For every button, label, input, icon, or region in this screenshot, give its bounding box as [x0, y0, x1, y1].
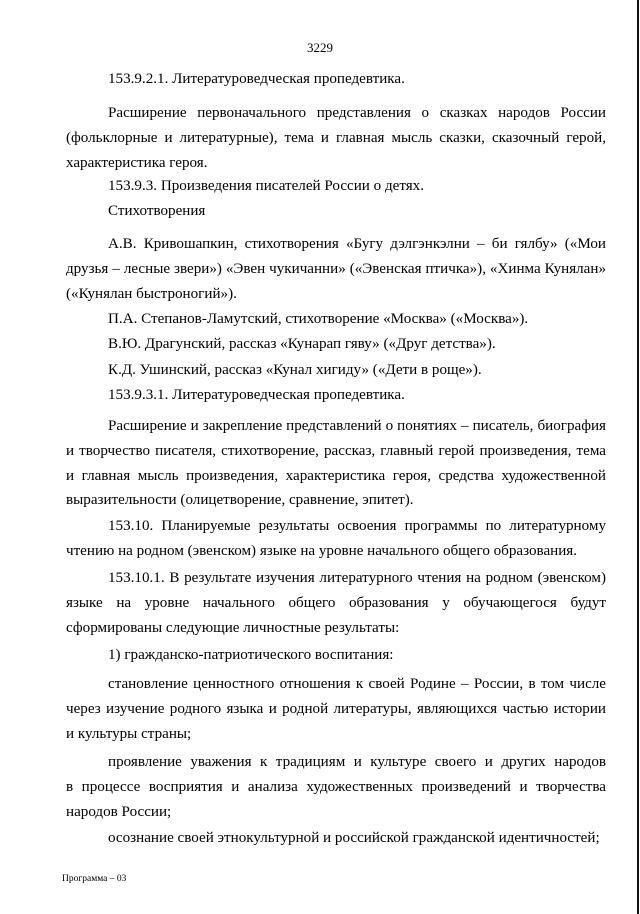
text-line: 153.10. Планируемые результаты освоения программы по литературному	[108, 518, 606, 534]
paragraph-identity	[66, 826, 606, 851]
paragraph-heading-9-3-1	[66, 383, 606, 408]
paragraph-heading-9-3	[66, 174, 606, 199]
text-line: А.В. Кривошапкин, стихотворения «Бугу дэлгэнкэлни – би гялбу» («Мои	[108, 236, 606, 252]
text-line: и главная мысль произведения, характеристика героя, средства художественной	[66, 467, 606, 484]
text-line: характеристика героя.	[66, 154, 208, 171]
text-line: 1) гражданско-патриотического воспитания:	[108, 647, 394, 663]
text-line: через изучение родного языка и родной литературы, являющихся частью истории	[66, 700, 606, 717]
paragraph-ushinsky	[66, 358, 606, 383]
paragraph-heading-10-1	[66, 566, 606, 640]
text-line: и культуры страны;	[66, 725, 192, 742]
paragraph-civic-education	[66, 643, 606, 668]
text-line: проявление уважения к традициям и культуре своего и других народов	[108, 754, 606, 770]
text-line: друзья – лесные звери») «Эвен чукичанни» («Эвенская птичка»), «Хинма Кунялан»	[66, 260, 606, 277]
paragraph-stepanov	[66, 307, 606, 332]
text-line: Расширение первоначального представления о сказках народов России	[108, 105, 606, 121]
text-line: В.Ю. Драгунский, рассказ «Кунарап гяву» («Друг детства»).	[108, 336, 496, 352]
paragraph-heading-9-2-1	[66, 67, 606, 92]
paragraph-dragunsky	[66, 332, 606, 357]
text-line: (фольклорные и литературные), тема и главная мысль сказки, сказочный герой,	[66, 129, 606, 146]
page-footer: Программа – 03	[62, 874, 127, 884]
paragraph-poems-heading	[66, 199, 606, 224]
scan-edge	[637, 0, 639, 914]
text-line: осознание своей этнокультурной и российской гражданской идентичностей;	[108, 830, 600, 846]
paragraph-fairy-tales	[66, 101, 606, 175]
text-line: 153.9.2.1. Литературоведческая пропедевтика.	[108, 71, 405, 87]
text-line: сформированы следующие личностные результаты:	[66, 619, 400, 636]
text-line: Стихотворения	[108, 203, 206, 219]
paragraph-krivoshapkin	[66, 232, 606, 306]
paragraph-heading-10	[66, 514, 606, 564]
text-line: 153.10.1. В результате изучения литературного чтения на родном (эвенском)	[108, 570, 606, 586]
text-line: 153.9.3.1. Литературоведческая пропедевтика.	[108, 387, 405, 403]
paragraph-homeland	[66, 672, 606, 746]
text-line: чтению на родном (эвенском) языке на уровне начального общего образования.	[66, 542, 578, 559]
text-line: выразительности (олицетворение, сравнение, эпитет).	[66, 492, 414, 509]
text-line: народов России;	[66, 803, 172, 820]
page-number: 3229	[307, 40, 333, 55]
text-line: языке на уровне начального общего образования у обучающегося будут	[66, 594, 606, 611]
text-line: («Кунялан быстроногий»).	[66, 285, 237, 302]
text-line: К.Д. Ушинский, рассказ «Кунал хигиду» («Дети в роще»).	[108, 362, 482, 378]
text-line: становление ценностного отношения к своей Родине – России, в том числе	[108, 676, 606, 692]
text-line: в процессе восприятия и анализа художественных произведений и творчества	[66, 778, 606, 795]
paragraph-concepts	[66, 414, 606, 513]
text-line: и творчество писателя, стихотворение, рассказ, главный герой произведения, тема	[66, 442, 606, 459]
paragraph-respect	[66, 750, 606, 824]
text-line: 153.9.3. Произведения писателей России о детях.	[108, 178, 425, 194]
text-line: П.А. Степанов-Ламутский, стихотворение «Москва» («Москва»).	[108, 311, 529, 327]
text-line: Расширение и закрепление представлений о понятиях – писатель, биография	[108, 418, 606, 434]
